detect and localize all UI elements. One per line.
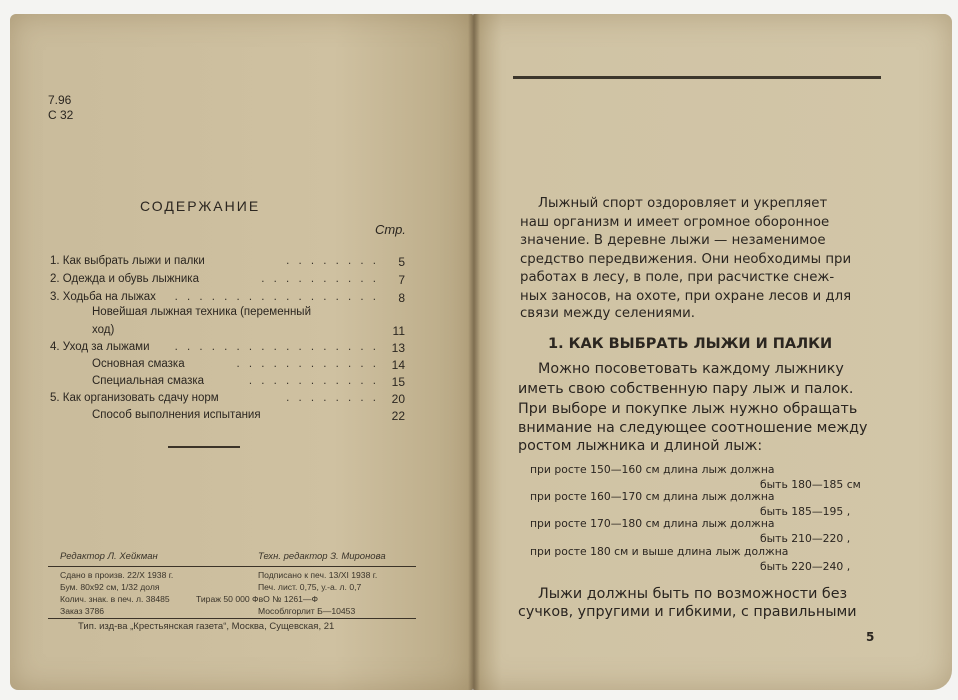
intro-line: значение. В деревне лыжи — незаменимое: [520, 233, 826, 248]
height-result: быть 210—220 ,: [760, 532, 851, 545]
page-number: 5: [866, 630, 875, 644]
imprint-left-line: Сдано в произв. 22/X 1938 г.: [60, 570, 174, 580]
toc-entry[interactable]: [50, 358, 405, 376]
author-mark: С 32: [48, 108, 74, 122]
section-heading: 1. КАК ВЫБРАТЬ ЛЫЖИ И ПАЛКИ: [548, 336, 833, 352]
toc-leader: . . . . . . . .: [286, 255, 379, 267]
toc-entry-page: 20: [391, 392, 405, 406]
toc-entry-label: Специальная смазка: [92, 375, 205, 387]
toc-leader: . . . . . . . . . . .: [248, 375, 379, 387]
toc-entry[interactable]: [50, 306, 405, 324]
toc-entry-label: 3. Ходьба на лыжах: [50, 291, 156, 303]
toc-entry-page: 8: [398, 291, 405, 305]
body-line: При выборе и покупке лыж нужно обращать: [518, 401, 858, 417]
intro-line: ных заносов, на охоте, при охране лесов и для: [520, 289, 852, 304]
toc-entry[interactable]: [50, 392, 405, 410]
body-line: ростом лыжника и длиной лыж:: [518, 438, 763, 454]
printer-line: Тип. изд-ва „Крестьянская газета“, Москва, Сущевская, 21: [78, 621, 335, 632]
imprint-left-line: Бум. 80x92 см, 1/32 доля: [60, 582, 160, 592]
toc-entry-label: 4. Уход за лыжами: [50, 341, 150, 353]
body-line: внимание на следующее соотношение между: [518, 420, 868, 436]
toc-entry-page: 14: [391, 358, 405, 372]
imprint-right-line: Печ. лист. 0,75, у.-а. л. 0,7: [258, 582, 362, 592]
page-column-header: Стр.: [375, 222, 406, 237]
height-condition: при росте 160—170 см длина лыж должна: [530, 490, 775, 503]
toc-entry-page: 11: [392, 324, 405, 338]
imprint-right-line: Тираж 50 000 ФвО № 1261—Ф: [196, 594, 319, 604]
header-rule: [513, 76, 881, 79]
toc-leader: . . . . . . . . . .: [261, 273, 379, 285]
toc-entry-page: 22: [391, 409, 405, 423]
toc-entry-label: Основная смазка: [92, 358, 185, 370]
height-result: быть 185—195 ,: [760, 505, 851, 518]
tech-editor-credit: Техн. редактор З. Миронова: [258, 551, 386, 562]
toc-entry[interactable]: [50, 341, 405, 359]
classification-code: 7.96: [48, 93, 72, 107]
toc-entry[interactable]: [50, 324, 405, 342]
toc-entry-label: 5. Как организовать сдачу норм: [50, 392, 219, 404]
toc-entry-label: ход): [92, 324, 115, 336]
closing-line: сучков, упругими и гибкими, с правильными: [518, 604, 857, 620]
toc-entry-page: 15: [391, 375, 405, 389]
intro-line: работах в лесу, в поле, при расчистке снеж-: [520, 270, 835, 285]
imprint-left-line: Колич. знак. в печ. л. 38485: [60, 594, 170, 604]
height-condition: при росте 180 см и выше длина лыж должна: [530, 545, 789, 558]
decorative-rule: [168, 446, 240, 448]
toc-entry-label: Способ выполнения испытания: [92, 409, 261, 421]
toc-entry-label: 2. Одежда и обувь лыжника: [50, 273, 199, 285]
toc-leader: . . . . . . . .: [286, 392, 379, 404]
intro-line: связи между селениями.: [520, 306, 695, 321]
intro-line: средство передвижения. Они необходимы при: [520, 252, 852, 267]
toc-entry-label: 1. Как выбрать лыжи и палки: [50, 255, 205, 267]
imprint-left-line: Заказ 3786: [60, 606, 105, 616]
height-condition: при росте 150—160 см длина лыж должна: [530, 463, 775, 476]
toc-leader: . . . . . . . . . . . . . . . . .: [174, 341, 379, 353]
height-condition: при росте 170—180 см длина лыж должна: [530, 517, 775, 530]
toc-entry-label: Новейшая лыжная техника (переменный: [92, 306, 311, 318]
imprint-divider: [48, 618, 416, 619]
height-result: быть 220—240 ,: [760, 560, 851, 573]
toc-entry[interactable]: [50, 273, 405, 291]
imprint-right-line: Подписано к печ. 13/XI 1938 г.: [258, 570, 378, 580]
toc-entry-page: 7: [398, 273, 405, 287]
toc-leader: . . . . . . . . . . . . . . . . .: [174, 291, 379, 303]
intro-line: наш организм и имеет огромное оборонное: [520, 215, 830, 230]
body-line: Можно посоветовать каждому лыжнику: [538, 361, 844, 377]
height-result: быть 180—185 см: [760, 478, 861, 491]
toc-leader: . . . . . . . . . . . .: [236, 358, 379, 370]
book-gutter: [468, 14, 480, 690]
imprint-right-line: Мособлгорлит Б—10453: [258, 606, 356, 616]
closing-line: Лыжи должны быть по возможности без: [538, 586, 848, 602]
toc-entry[interactable]: [50, 255, 405, 273]
toc-entry[interactable]: [50, 409, 405, 427]
editor-credit: Редактор Л. Хейкман: [60, 551, 158, 562]
toc-entry-page: 5: [398, 255, 405, 269]
intro-line: Лыжный спорт оздоровляет и укрепляет: [538, 196, 828, 211]
contents-title: СОДЕРЖАНИЕ: [140, 198, 261, 214]
toc-entry[interactable]: [50, 375, 405, 393]
body-line: иметь свою собственную пару лыж и палок.: [518, 381, 854, 397]
toc-entry-page: 13: [391, 341, 405, 355]
imprint-divider: [48, 566, 416, 567]
